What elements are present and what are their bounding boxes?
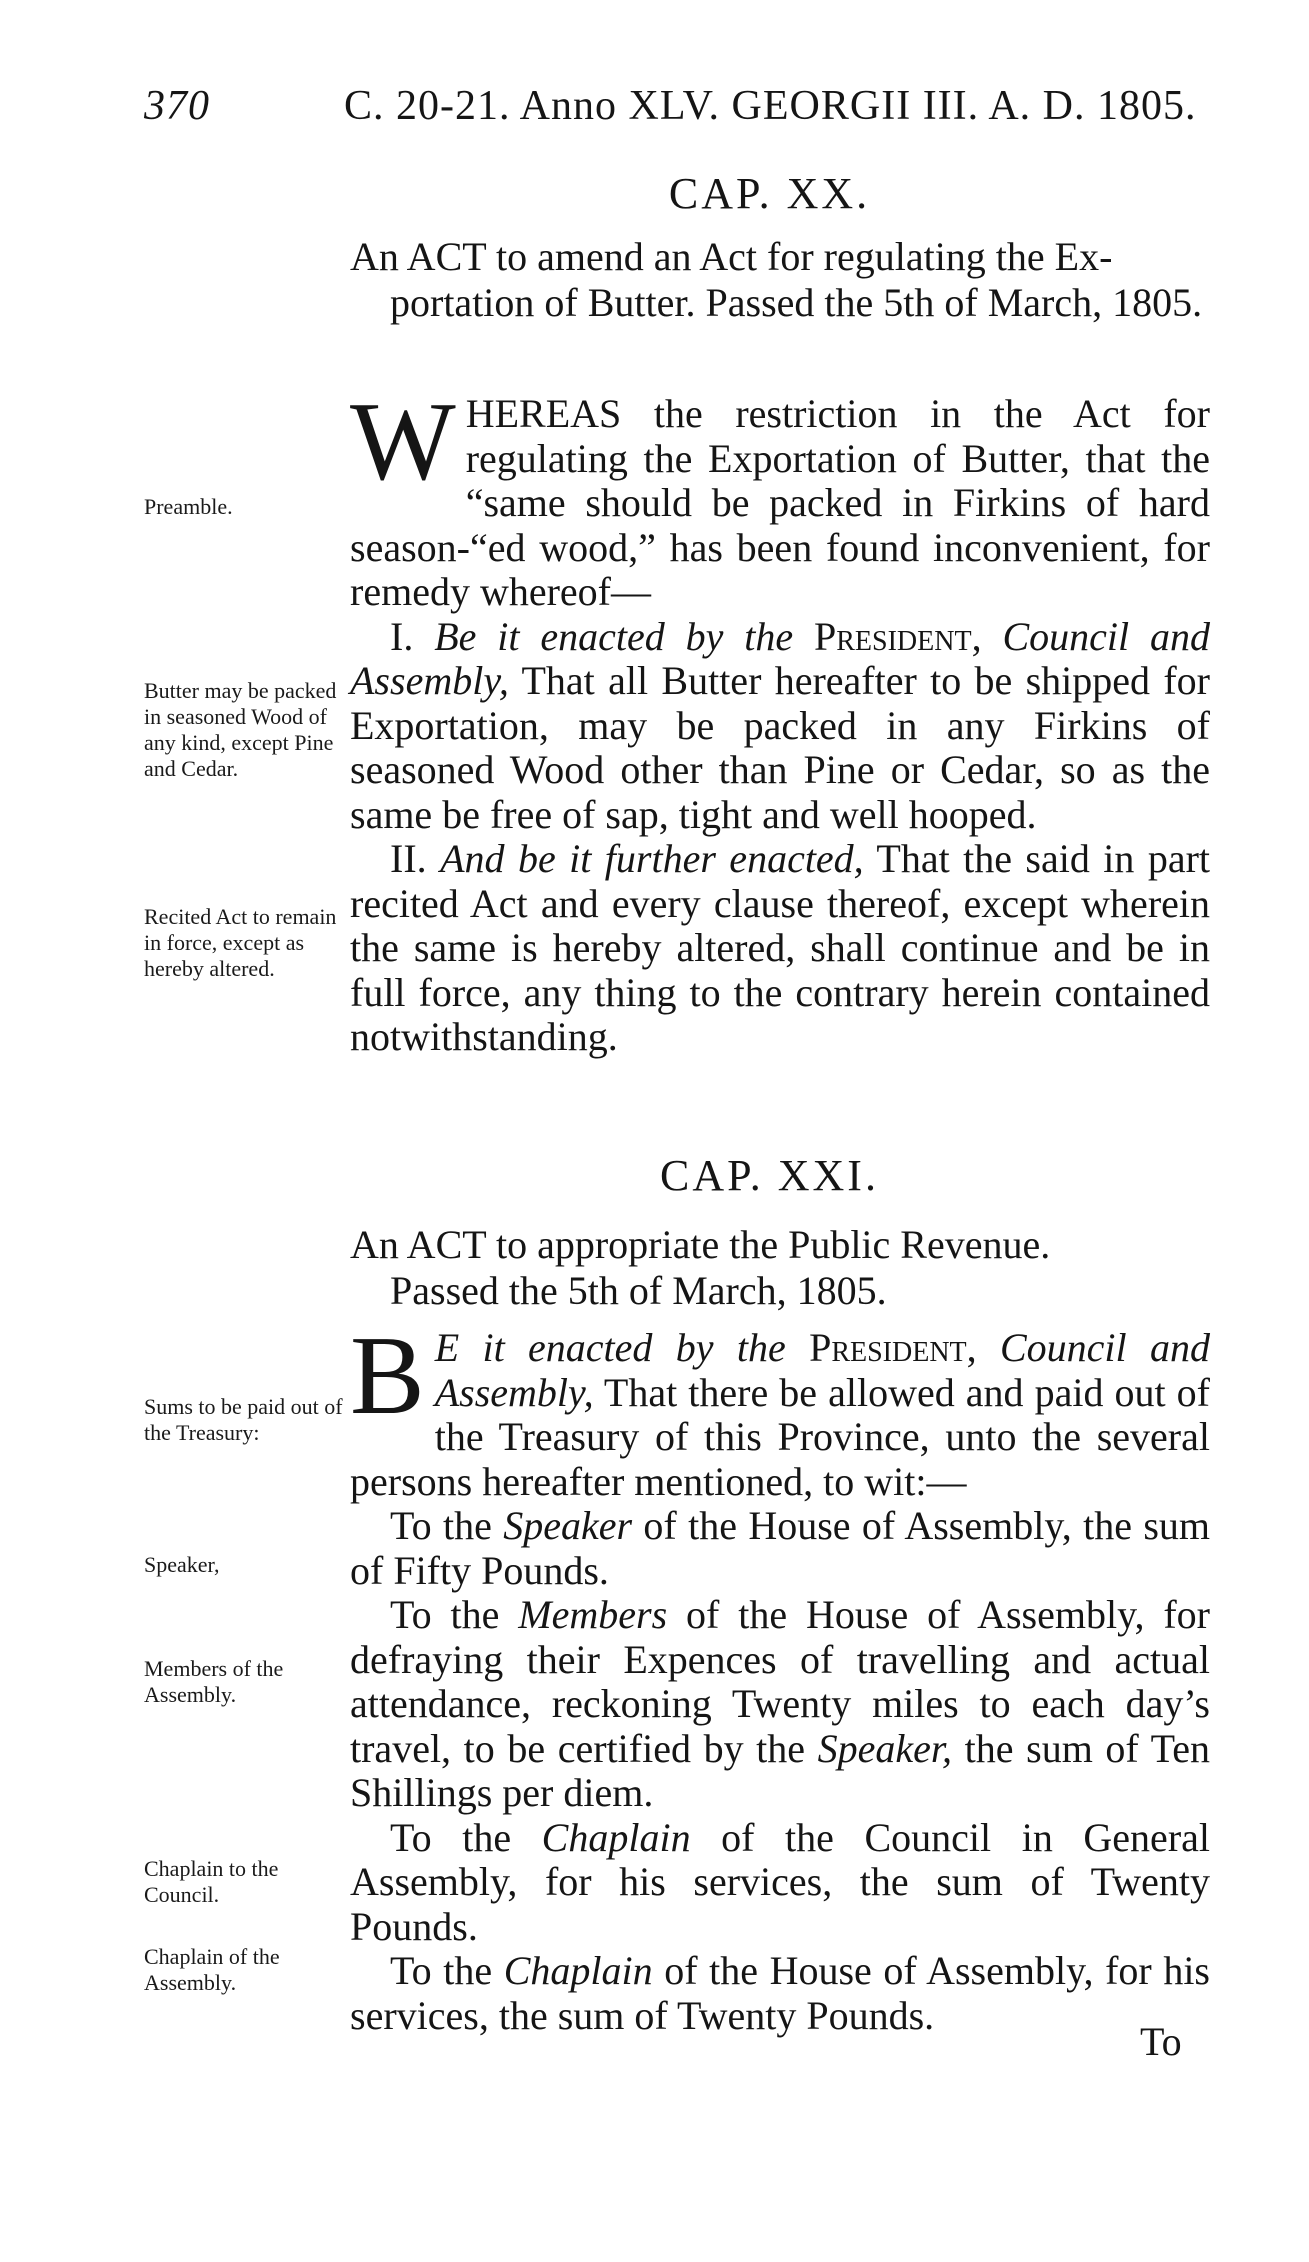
cap-21-body bbox=[350, 1314, 1211, 2038]
enacting-phrase: E it enacted by the bbox=[434, 1325, 786, 1370]
to-the: To the bbox=[390, 1948, 493, 1993]
catchword: To bbox=[1140, 2019, 1182, 2064]
drop-cap-w: W bbox=[350, 380, 456, 504]
paragraph-speaker bbox=[350, 1504, 1210, 1593]
page-header bbox=[144, 82, 1204, 142]
office-name: Members bbox=[518, 1592, 668, 1637]
margin-note-recited: Recited Act to remain in force, except as hereby altered. bbox=[144, 904, 337, 981]
page-number: 370 bbox=[144, 83, 210, 129]
cap-21-heading: CAP. XXI. bbox=[660, 1151, 879, 1200]
cap-20-section-2 bbox=[350, 837, 1210, 1060]
paragraph-text: of the House of Assembly, for defraying their Expences of travelling and actual attendance, reckoning Twenty miles to each day’s travel, to be certified by the bbox=[350, 1592, 1210, 1771]
cap-20-title-line2: portation of Butter. Passed the 5th of March, 1805. bbox=[390, 280, 1203, 325]
cap-20-heading: CAP. XX. bbox=[668, 169, 871, 218]
margin-note-butter: Butter may be packed in seasoned Wood of any kind, except Pine and Cedar. bbox=[144, 678, 337, 781]
enacting-text: That there be allowed and paid out of the Treasury of this Province, unto the several persons hereafter mentioned, to wit:— bbox=[350, 1369, 1211, 1504]
paragraph-chaplain-council bbox=[350, 1816, 1210, 1950]
cap-20-section-1 bbox=[350, 615, 1210, 838]
enacting-council: Council and Assembly, bbox=[434, 1325, 1211, 1415]
cap-21-enacting-clause bbox=[350, 1314, 1211, 1504]
cap-20-preamble bbox=[350, 380, 1210, 615]
drop-cap-b: B bbox=[350, 1314, 425, 1438]
to-the: To the bbox=[390, 1592, 500, 1637]
to-the: To the bbox=[390, 1814, 512, 1860]
office-name: Speaker, bbox=[817, 1725, 953, 1771]
office-name: Speaker bbox=[503, 1503, 633, 1548]
cap-21-title-line2: Passed the 5th of March, 1805. bbox=[390, 1268, 887, 1313]
enacting-phrase: And be it further enacted, bbox=[440, 836, 864, 881]
paragraph-chaplain-assembly bbox=[350, 1949, 1210, 2038]
office-name: Chaplain bbox=[541, 1814, 691, 1860]
paragraph-text: of the House of Assembly, for his services, the sum of Twenty Pounds. bbox=[350, 1948, 1210, 2038]
cap-21-title-line1: An ACT to appropriate the Public Revenue. bbox=[350, 1222, 1051, 1267]
margin-note-chaplain-council: Chaplain to the Council. bbox=[144, 1856, 279, 1907]
section-text: That the said in part recited Act and every clause thereof, except wherein the same is hereby altered, shall continue and be in full force, any thing to the contrary herein contained notwithstanding. bbox=[350, 836, 1211, 1059]
to-the: To the bbox=[390, 1503, 492, 1548]
cap-21-title bbox=[350, 1222, 1210, 1314]
margin-note-sums: Sums to be paid out of the Treasury: bbox=[144, 1394, 343, 1445]
margin-note-members: Members of the Assembly. bbox=[144, 1656, 284, 1707]
preamble-text: HEREAS the restriction in the Act for regulating the Exportation of Butter, that the “same should be packed in Firkins of hard season-“ed wood,” has been found inconvenient, for remedy whereof— bbox=[350, 391, 1210, 614]
paragraph-text: of the Council in General Assembly, for his services, the sum of Twenty Pounds. bbox=[350, 1814, 1211, 1949]
margin-note-speaker: Speaker, bbox=[144, 1552, 220, 1577]
paragraph-text: the sum of Ten Shillings per diem. bbox=[350, 1725, 1211, 1815]
enacting-president: President, bbox=[814, 613, 982, 659]
paragraph-members bbox=[350, 1593, 1210, 1816]
margin-note-preamble: Preamble. bbox=[144, 494, 233, 519]
enacting-president: President, bbox=[809, 1325, 977, 1370]
section-number: I. bbox=[390, 613, 414, 659]
paragraph-text: of the House of Assembly, the sum of Fifty Pounds. bbox=[350, 1503, 1211, 1593]
enacting-council: Council and Assembly, bbox=[350, 613, 1210, 703]
section-text: That all Butter hereafter to be shipped for Exportation, may be packed in any Firkins of seasoned Wood other than Pine or Cedar, so as the same be free of sap, tight and well hooped. bbox=[350, 658, 1211, 837]
running-title: C. 20-21. Anno XLV. GEORGII III. A. D. 1805. bbox=[344, 83, 1197, 129]
section-number: II. bbox=[390, 836, 427, 881]
cap-20-title-line1: An ACT to amend an Act for regulating the Ex- bbox=[350, 234, 1113, 279]
enacting-phrase: Be it enacted by the bbox=[434, 613, 794, 659]
cap-20-body bbox=[350, 380, 1211, 1060]
cap-20-title bbox=[350, 234, 1210, 326]
office-name: Chaplain bbox=[503, 1948, 653, 1993]
margin-note-chaplain-assembly: Chaplain of the Assembly. bbox=[144, 1944, 280, 1995]
